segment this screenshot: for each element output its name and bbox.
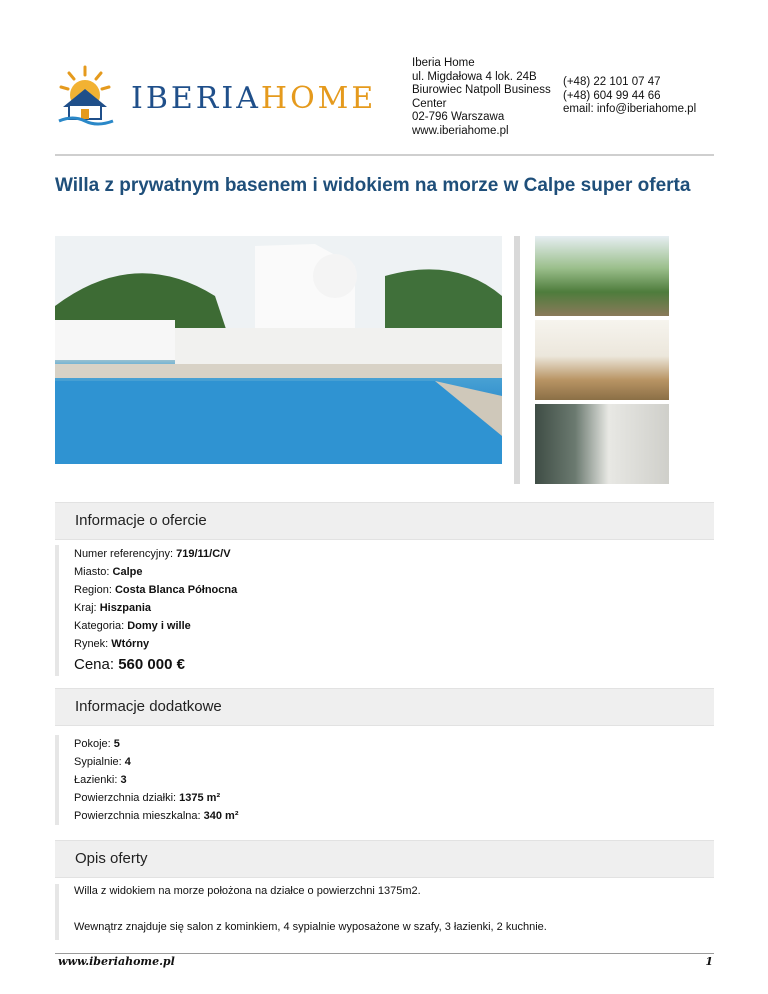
description-body	[55, 884, 547, 940]
row-value: 4	[124, 756, 131, 768]
phone-line: (+48) 604 99 44 66	[563, 89, 661, 102]
info-row-city	[74, 563, 237, 581]
section-title: Informacje dodatkowe	[75, 698, 222, 715]
section-title: Informacje o ofercie	[75, 512, 207, 529]
row-value: Hiszpania	[99, 602, 152, 614]
address-line: Iberia Home	[412, 57, 475, 69]
email-line[interactable]: email: info@iberiahome.pl	[563, 103, 697, 115]
row-value: 719/11/C/V	[176, 548, 231, 560]
section-title: Opis oferty	[75, 850, 148, 867]
row-label: Miasto:	[74, 566, 113, 578]
listing-title: Willa z prywatnym basenem i widokiem na morze w Calpe super oferta	[55, 175, 691, 196]
address-line: Biurowiec Natpoll Business	[412, 84, 551, 96]
info-row-reference	[74, 545, 237, 563]
logo-word-home: HOME	[260, 81, 377, 116]
address-line: Center	[412, 97, 447, 110]
row-label: Pokoje:	[74, 738, 114, 750]
description-paragraph: Wewnątrz znajduje się salon z kominkiem, 4 sypialnie wyposażone w szafy, 3 łazienki, 2 kuchnie.	[74, 921, 547, 933]
info-row-plot-area	[74, 789, 238, 807]
footer-website[interactable]: www.iberiahome.pl	[58, 955, 175, 968]
phone-line: (+48) 22 101 07 47	[563, 76, 661, 88]
row-label: Kategoria:	[74, 620, 128, 632]
info-row-bathrooms	[74, 771, 238, 789]
thumbnail-living-room-photo[interactable]	[535, 320, 669, 400]
info-row-living-area	[74, 807, 238, 825]
row-value: Calpe	[112, 566, 143, 578]
row-label: Powierzchnia działki:	[74, 792, 180, 804]
villa-pool-illustration	[55, 236, 502, 464]
row-value: Wtórny	[111, 638, 150, 650]
section-header-extra-info	[55, 688, 714, 726]
row-value: 5	[113, 738, 120, 750]
price-row	[74, 654, 237, 676]
price-value: 560 000 €	[118, 656, 185, 673]
section-header-description	[55, 840, 714, 878]
website-link[interactable]: www.iberiahome.pl	[412, 124, 509, 137]
row-value: Domy i wille	[127, 620, 191, 632]
logo-word-iberia: IBERIA	[131, 81, 261, 116]
row-label: Numer referencyjny:	[74, 548, 177, 560]
footer-divider	[55, 953, 714, 954]
section-header-offer-info	[55, 502, 714, 540]
row-value: Costa Blanca Północna	[114, 584, 238, 596]
info-row-market	[74, 635, 237, 653]
description-paragraph: Willa z widokiem na morze położona na działce o powierzchni 1375m2.	[74, 885, 421, 897]
address-line: ul. Migdałowa 4 lok. 24B	[412, 70, 537, 83]
address-line: 02-796 Warszawa	[412, 111, 505, 123]
info-row-country	[74, 599, 237, 617]
price-label: Cena:	[74, 656, 119, 673]
info-row-region	[74, 581, 237, 599]
photo-divider	[514, 236, 520, 484]
row-value: 3	[120, 774, 127, 786]
extra-info-list	[55, 735, 238, 825]
row-value: 340 m²	[203, 810, 239, 822]
info-row-bedrooms	[74, 753, 238, 771]
row-label: Kraj:	[74, 602, 100, 614]
thumbnail-staircase-photo[interactable]	[535, 404, 669, 484]
row-value: 1375 m²	[179, 792, 221, 804]
main-photo-villa-pool[interactable]	[55, 236, 502, 464]
sun-house-logo-icon	[55, 63, 125, 131]
header-divider	[55, 154, 714, 156]
row-label: Region:	[74, 584, 115, 596]
offer-info-list	[55, 545, 237, 676]
company-contact	[563, 76, 696, 117]
company-logo	[55, 63, 375, 131]
page-number: 1	[705, 955, 713, 968]
company-address	[412, 57, 551, 138]
info-row-category	[74, 617, 237, 635]
row-label: Sypialnie:	[74, 756, 125, 768]
logo-wordmark	[131, 81, 376, 116]
info-row-rooms	[74, 735, 238, 753]
row-label: Rynek:	[74, 638, 112, 650]
row-label: Łazienki:	[74, 774, 121, 786]
thumbnail-garden-photo[interactable]	[535, 236, 669, 316]
row-label: Powierzchnia mieszkalna:	[74, 810, 204, 822]
